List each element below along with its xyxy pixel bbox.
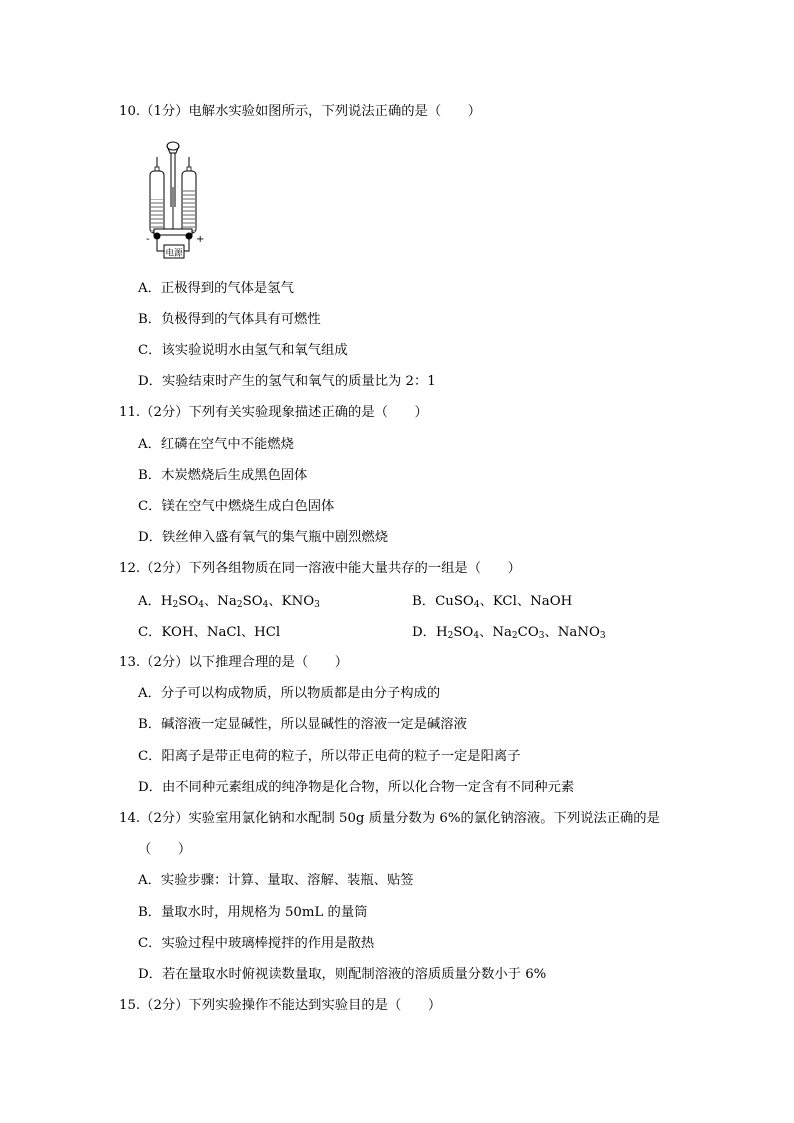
question-12-option-c: C．KOH、NaCl、HCl: [138, 625, 281, 640]
question-14-option-c: C．实验过程中玻璃棒搅拌的作用是散热: [138, 936, 375, 951]
negative-electrode-sign: -: [146, 234, 150, 245]
question-13-option-a: A．分子可以构成物质，所以物质都是由分子构成的: [138, 686, 441, 701]
question-12-stem: 12.（2分）下列各组物质在同一溶液中能大量共存的一组是（ ）: [119, 561, 521, 576]
question-14-stem-continuation: （ ）: [138, 842, 192, 857]
power-source-label: 电源: [165, 248, 183, 259]
question-14-option-d: D．若在量取水时俯视读数量取，则配制溶液的溶质质量分数小于 6%: [138, 967, 547, 982]
question-11-option-c: C．镁在空气中燃烧生成白色固体: [138, 499, 335, 514]
question-11-option-b: B．木炭燃烧后生成黑色固体: [138, 468, 308, 483]
question-13-stem: 13.（2分）以下推理合理的是（ ）: [119, 655, 349, 670]
question-10-stem: 10.（1分）电解水实验如图所示，下列说法正确的是（ ）: [119, 104, 482, 119]
question-11-option-a: A．红磷在空气中不能燃烧: [138, 437, 294, 452]
question-12-option-b: B．CuSO$_4$、KCl、NaOH: [412, 594, 573, 610]
question-10-option-d: D．实验结束时产生的氢气和氧气的质量比为 2：1: [138, 374, 436, 389]
question-14-option-b: B．量取水时，用规格为 50mL 的量筒: [138, 905, 368, 920]
question-13-option-b: B．碱溶液一定显碱性，所以显碱性的溶液一定是碱溶液: [138, 717, 467, 732]
question-10-option-c: C．该实验说明水由氢气和氧气组成: [138, 343, 348, 358]
question-13-option-c: C．阳离子是带正电荷的粒子，所以带正电荷的粒子一定是阳离子: [138, 749, 521, 764]
question-12-option-d: D．$H_2SO_4$、$Na_2CO_3$、NaNO$_3$: [412, 625, 606, 641]
question-11-option-d: D．铁丝伸入盛有氧气的集气瓶中剧烈燃烧: [138, 530, 389, 545]
question-11-stem: 11.（2分）下列有关实验现象描述正确的是（ ）: [119, 405, 428, 420]
question-14-option-a: A．实验步骤：计算、量取、溶解、装瓶、贴签: [138, 873, 414, 888]
electrolysis-apparatus-figure: [142, 137, 212, 265]
positive-electrode-sign: +: [196, 234, 205, 245]
question-10-option-a: A．正极得到的气体是氢气: [138, 281, 294, 296]
question-10-option-b: B．负极得到的气体具有可燃性: [138, 312, 321, 327]
question-12-option-a: A．$H_2SO_4$、$Na_2SO_4$、$KNO_3$: [138, 594, 320, 610]
question-15-stem: 15.（2分）下列实验操作不能达到实验目的是（ ）: [119, 998, 442, 1013]
question-13-option-d: D．由不同种元素组成的纯净物是化合物，所以化合物一定含有不同种元素: [138, 780, 575, 795]
question-14-stem: 14.（2分）实验室用氯化钠和水配制 50g 质量分数为 6%的氯化钠溶液。下列说法正确的是: [119, 811, 660, 826]
